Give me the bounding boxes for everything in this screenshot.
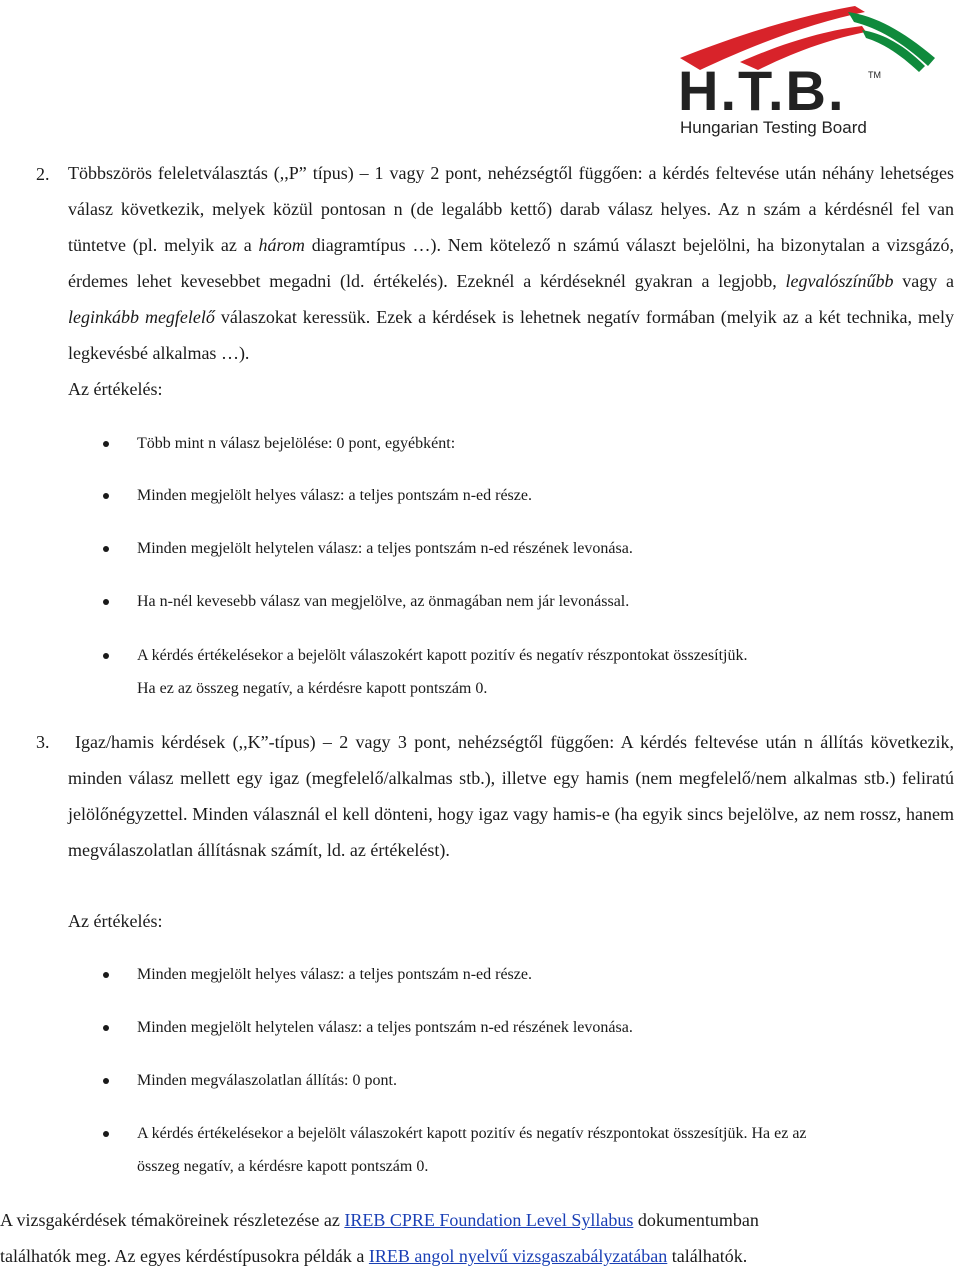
logo-subtitle: Hungarian Testing Board	[680, 118, 867, 137]
section-2-italic-1: legvalószínűbb	[785, 271, 894, 291]
syllabus-link[interactable]: IREB CPRE Foundation Level Syllabus	[344, 1210, 634, 1230]
bullet-dot	[103, 599, 109, 605]
bullet-dot	[103, 972, 109, 978]
list-item-text: A kérdés értékelésekor a bejelölt válaszokért kapott pozitív és negatív részpontokat összesítjük. Ha ez az	[137, 1125, 807, 1142]
footer-text-3: találhatók meg. Az egyes kérdéstípusokra példák a	[0, 1246, 369, 1266]
htb-logo-graphic	[640, 0, 960, 140]
list-item-text: Minden megjelölt helytelen válasz: a teljes pontszám n-ed részének levonása.	[137, 1019, 633, 1036]
bullet-dot	[103, 441, 109, 447]
section-2-text	[68, 155, 954, 371]
section-2-s1-end: diagramtípus …). Nem kötelező n számú választ bejelölni, ha bizonytalan a vizsgázó, érdemes lehet kevesebbet megadni (ld. értékelés). Ezeknél a kérdéseknél gyakran a legjobb,	[68, 235, 954, 291]
htb-logo	[640, 0, 960, 140]
section-3-eval-label: Az értékelés:	[68, 911, 163, 931]
bullet-dot	[103, 1025, 109, 1031]
list-item-text: Ha ez az összeg negatív, a kérdésre kapott pontszám 0.	[137, 680, 488, 697]
logo-tm: TM	[868, 70, 881, 80]
footer-text-1: A vizsgakérdések témaköreinek részletezése az	[0, 1210, 345, 1230]
section-2-number: 2.	[36, 164, 50, 184]
bullet-dot	[103, 546, 109, 552]
section-2-eval-label: Az értékelés:	[68, 379, 163, 399]
bullet-dot	[103, 1078, 109, 1084]
footer-text-4: találhatók.	[667, 1246, 748, 1266]
logo-letters: H.T.B.	[678, 59, 846, 122]
logo-green-stripe	[848, 12, 935, 66]
section-2-italic-harom: három	[258, 235, 305, 255]
footer-line-1	[0, 1202, 958, 1238]
exam-rules-link[interactable]: IREB angol nyelvű vizsgaszabályzatában	[368, 1246, 668, 1266]
list-item-text: összeg negatív, a kérdésre kapott pontszám 0.	[137, 1158, 429, 1175]
list-item-text: Minden megjelölt helyes válasz: a teljes pontszám n-ed része.	[137, 487, 532, 504]
section-3-text: Igaz/hamis kérdések (,,K”-típus) – 2 vagy 3 pont, nehézségtől függően: A kérdés feltevése után n állítás következik, minden válasz mellett egy igaz (megfelelő/alkalmas stb.), illetve egy hamis (nem megfelelő/nem alkalmas stb.) feliratú jelölőnégyzettel. Minden válasznál el kell dönteni, hogy igaz vagy hamis-e (ha egyik sincs bejelölve, az nem rossz, hanem megválaszolatlan állításnak számít, ld. az értékelést).	[68, 732, 954, 860]
bullet-dot	[103, 1131, 109, 1137]
list-item-text: Minden megválaszolatlan állítás: 0 pont.	[137, 1072, 397, 1089]
section-2-italic-2: leginkább megfelelő	[68, 307, 215, 327]
bullet-dot	[103, 493, 109, 499]
list-item-text: Több mint n válasz bejelölése: 0 pont, egyébként:	[137, 435, 456, 452]
list-item-text: Ha n-nél kevesebb válasz van megjelölve, az önmagában nem jár levonással.	[137, 593, 630, 610]
section-2-s2-mid: vagy a	[893, 271, 955, 291]
list-item-text: Minden megjelölt helytelen válasz: a teljes pontszám n-ed részének levonása.	[137, 540, 633, 557]
footer-line-2	[0, 1238, 958, 1274]
footer-text	[0, 1202, 958, 1274]
section-3-number: 3.	[36, 732, 50, 752]
footer-text-2: dokumentumban	[633, 1210, 759, 1230]
list-item-text: A kérdés értékelésekor a bejelölt válaszokért kapott pozitív és negatív részpontokat összesítjük.	[137, 647, 748, 664]
section-2-s1: Többszörös feleletválasztás (,,P” típus) – 1 vagy 2 pont, nehézségtől függően: a kérdés feltevése után néhány lehetséges válasz következik, melyek közül pontosan n (de legalább kettő) darab válasz helyes. Az n szám a kérdésnél fel van tüntetve (pl. melyik az a	[68, 163, 954, 255]
section-2-s2-end: válaszokat keressük. Ezek a kérdések is lehetnek negatív formában (melyik az a két technika, mely legkevésbé alkalmas …).	[68, 307, 954, 363]
list-item-text: Minden megjelölt helyes válasz: a teljes pontszám n-ed része.	[137, 966, 532, 983]
bullet-dot	[103, 653, 109, 659]
